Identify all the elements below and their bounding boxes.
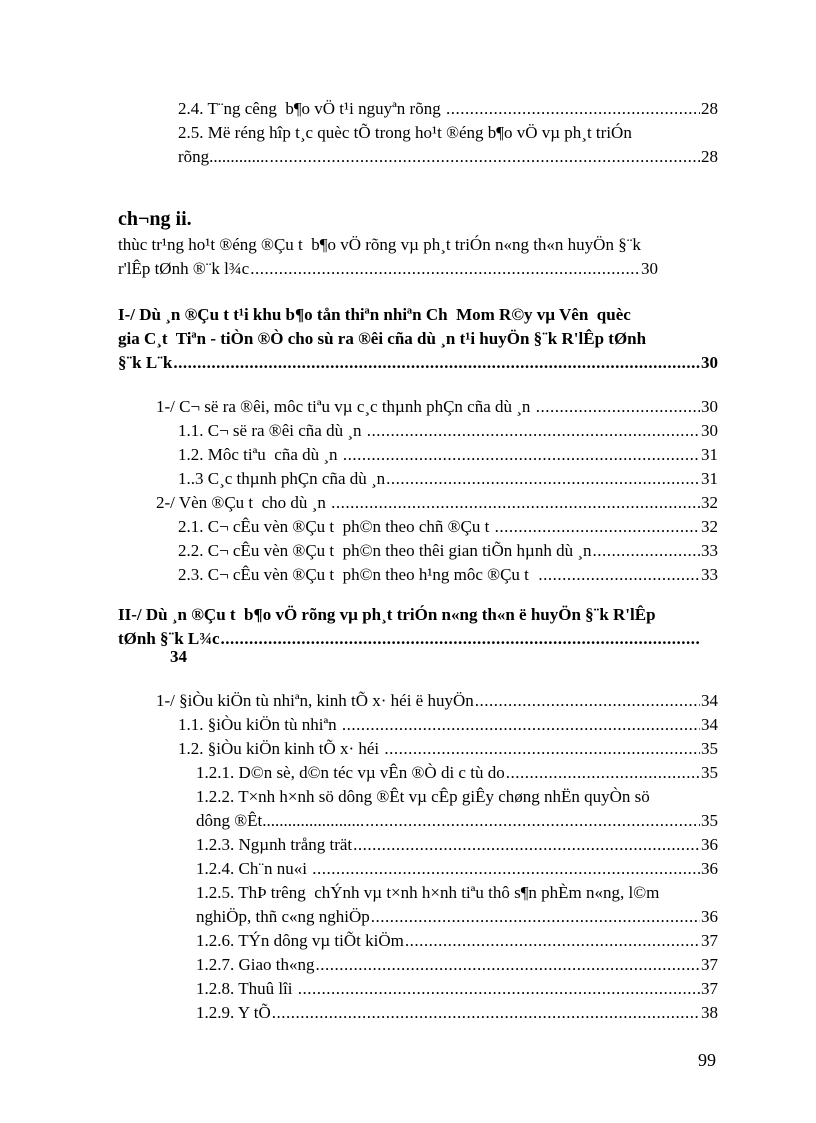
toc-entry-page: 28	[701, 147, 718, 166]
section-heading-line	[118, 628, 700, 650]
toc-entry	[178, 420, 718, 442]
chapter-title-text: r'lÊp tØnh ®¨k l¾c	[118, 259, 250, 278]
toc-entry	[196, 786, 718, 808]
toc-entry-text: 2.5. Më réng hîp t¸c quèc tÕ trong ho¹t ®éng b¶o vÖ vµ ph¸t triÓn	[178, 123, 632, 142]
toc-entry-page: 30	[641, 259, 658, 278]
toc-entry-page: 36	[701, 859, 718, 878]
toc-entry	[196, 834, 718, 856]
toc-entry	[156, 396, 718, 418]
section-heading-text: §¨k L¨k	[118, 353, 173, 372]
section-heading-text: gia C¸t Tiªn - tiÒn ®Ò cho sù ra ®êi cña dù ¸n t¹i huyÖn §¨k R'lÊp tØnh	[118, 329, 647, 348]
page-number: 99	[698, 1050, 716, 1070]
section-heading-line	[118, 604, 718, 626]
toc-entry	[178, 146, 718, 168]
toc-entry-page: 30	[701, 421, 718, 440]
toc-entry-page: 34	[701, 691, 718, 710]
toc-entry-text: 2.1. C¬ cÊu vèn ®Çu t ph©n theo chñ ®Çu t	[178, 517, 494, 536]
toc-entry	[178, 122, 718, 144]
toc-entry	[178, 468, 718, 490]
toc-entry-text: 1.1. §iÒu kiÖn tù nhiªn	[178, 715, 341, 734]
chapter-title-text: thùc tr¹ng ho¹t ®éng ®Çu t b¶o vÖ rõng vµ ph¸t triÓn n«ng th«n huyÖn §¨k	[118, 235, 641, 254]
toc-entry-page: 28	[701, 99, 718, 118]
section-heading-text: I-/ Dù ¸n ®Çu t t¹i khu b¶o tån thiªn nhiªn Ch Mom R©y vµ Vên quèc	[118, 305, 631, 324]
toc-entry	[196, 954, 718, 976]
toc-entry-text: 1.2.3. Ngµnh trång trät	[196, 835, 353, 854]
toc-entry-page: 36	[701, 907, 718, 926]
toc-entry-text: dông ®Êt........................	[196, 811, 365, 830]
toc-entry-text: 1.2.9. Y tÕ	[196, 1003, 271, 1022]
toc-entry-page: 33	[701, 541, 718, 560]
section-heading-page: 34	[170, 647, 187, 666]
toc-entry-text: nghiÖp, thñ c«ng nghiÖp	[196, 907, 370, 926]
toc-entry	[196, 1002, 718, 1024]
toc-entry-text: 1.2.5. ThÞ trêng chÝnh vµ t×nh h×nh tiªu thô s¶n phÈm n«ng, l©m	[196, 883, 660, 902]
section-heading-text: II-/ Dù ¸n ®Çu t b¶o vÖ rõng vµ ph¸t triÓn n«ng th«n ë huyÖn §¨k R'lÊp	[118, 605, 656, 624]
toc-entry-page: 37	[701, 979, 718, 998]
section-heading-line	[118, 352, 718, 374]
toc-entry	[156, 492, 718, 514]
toc-entry-text: 1..3 C¸c thµnh phÇn cña dù ¸n	[178, 469, 386, 488]
toc-entry-text: 1.2.1. D©n sè, d©n téc vµ vÊn ®Ò di c tù do	[196, 763, 505, 782]
chapter-label: ch¬ng ii.	[118, 208, 192, 230]
toc-entry-page: 37	[701, 931, 718, 950]
toc-entry-text: 1.2. Môc tiªu cña dù ¸n	[178, 445, 342, 464]
toc-entry-text: 1-/ §iÒu kiÖn tù nhiªn, kinh tÕ x· héi ë huyÖn	[156, 691, 474, 710]
toc-entry-page: 30	[701, 397, 718, 416]
toc-entry	[196, 882, 718, 904]
toc-entry-page: 35	[701, 763, 718, 782]
toc-entry-text: rõng..............	[178, 147, 269, 166]
toc-entry-page: 32	[701, 517, 718, 536]
toc-entry-page: 35	[701, 811, 718, 830]
toc-entry-page: 35	[701, 739, 718, 758]
toc-entry-text: 1.2.7. Giao th«ng	[196, 955, 315, 974]
toc-entry-text: 1.1. C¬ së ra ®êi cña dù ¸n	[178, 421, 366, 440]
section-heading-text: tØnh §¨k L¾c	[118, 629, 220, 648]
toc-entry	[178, 738, 718, 760]
chapter-title-line	[118, 234, 718, 256]
toc-entry-text: 1.2.6. TÝn dông vµ tiÕt kiÖm	[196, 931, 404, 950]
toc-entry-text: 1.2.4. Ch¨n nu«i	[196, 859, 312, 878]
toc-entry-text: 2.4. T¨ng cêng b¶o vÖ t¹i nguyªn rõng	[178, 99, 445, 118]
toc-entry	[196, 906, 718, 928]
toc-entry-page: 38	[701, 1003, 718, 1022]
toc-entry-text: 1.2. §iÒu kiÖn kinh tÕ x· héi	[178, 739, 384, 758]
chapter-title-line	[118, 258, 658, 280]
toc-entry-page: 30	[701, 353, 718, 372]
toc-entry-text: 1.2.2. T×nh h×nh sö dông ®Êt vµ cÊp giÊy chøng nhËn quyÒn sö	[196, 787, 650, 806]
toc-entry-page: 34	[701, 715, 718, 734]
toc-entry	[178, 540, 718, 562]
toc-entry	[178, 564, 718, 586]
toc-entry	[178, 516, 718, 538]
toc-entry-page: 36	[701, 835, 718, 854]
toc-entry	[178, 98, 718, 120]
toc-entry-text: 1-/ C¬ së ra ®êi, môc tiªu vµ c¸c thµnh phÇn cña dù ¸n	[156, 397, 535, 416]
toc-entry	[156, 690, 718, 712]
toc-entry	[178, 714, 718, 736]
toc-entry-text: 1.2.8. Thuû lîi	[196, 979, 297, 998]
section-heading-line	[118, 304, 718, 326]
toc-entry-text: 2.3. C¬ cÊu vèn ®Çu t ph©n theo h¹ng môc ®Çu t	[178, 565, 538, 584]
toc-entry	[196, 810, 718, 832]
toc-entry-page: 32	[701, 493, 718, 512]
toc-entry	[196, 930, 718, 952]
toc-entry-page: 37	[701, 955, 718, 974]
toc-entry	[178, 444, 718, 466]
toc-entry	[196, 858, 718, 880]
toc-entry-text: 2.2. C¬ cÊu vèn ®Çu t ph©n theo thêi gian tiÕn hµnh dù ¸n	[178, 541, 592, 560]
toc-entry-page: 33	[701, 565, 718, 584]
toc-entry-page: 31	[701, 469, 718, 488]
toc-entry	[196, 762, 718, 784]
toc-entry	[196, 978, 718, 1000]
toc-entry-page: 31	[701, 445, 718, 464]
toc-entry-text: 2-/ Vèn ®Çu t cho dù ¸n	[156, 493, 331, 512]
section-heading-line	[118, 328, 718, 350]
